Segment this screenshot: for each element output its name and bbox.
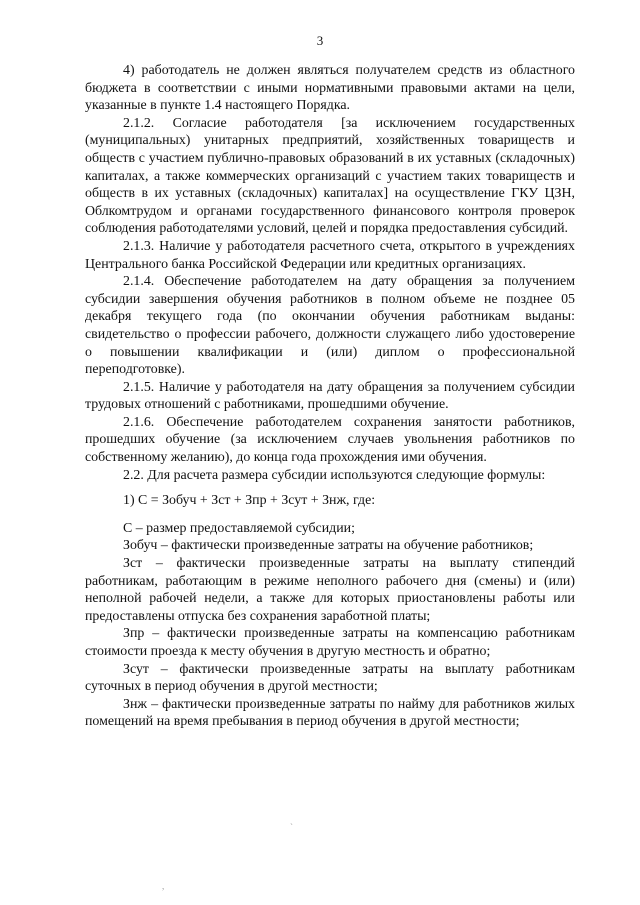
definition-znzh: Знж – фактически произведенные затраты по найму для работников жилых помещений на время пребывания в период обучения в другой местности;	[85, 696, 575, 730]
definition-zpr: Зпр – фактически произведенные затраты на компенсацию работникам стоимости проезда к месту обучения в другую местность и обратно;	[85, 626, 575, 659]
definition-c: С – размер предоставляемой субсидии;	[123, 520, 355, 536]
paragraph-2-2: 2.2. Для расчета размера субсидии используются следующие формулы:	[123, 467, 546, 483]
definition-zst: Зст – фактически произведенные затраты на выплату стипендий работникам, работающим в режиме неполного рабочего дня (смены) и (или) неполной рабочей недели, а также для которых приостановлены работы или предоставлены отпуска без сохранения заработной платы;	[85, 556, 575, 624]
scan-mark: ,	[162, 881, 165, 891]
paragraph-2-1-5: 2.1.5. Наличие у работодателя на дату обращения за получением субсидии трудовых отношений с работниками, прошедшими обучение.	[85, 379, 575, 413]
paragraph-2-1-2: 2.1.2. Согласие работодателя [за исключением государственных (муниципальных) унитарных предприятий, хозяйственных товариществ и обществ с участием публично-правовых образований в их уставных (складочных) капиталах, а также коммерческих организаций с участием таких товариществ и обществ в их уставных (складочных) капиталах] на осуществление ГКУ ЦЗН, Облкомтрудом и органами государственного финансового контроля проверок соблюдения работодателями условий, целей и порядка предоставления субсидий.	[85, 115, 575, 237]
definition-zobuch: Зобуч – фактически произведенные затраты на обучение работников;	[123, 538, 534, 554]
definition-zsut: Зсут – фактически произведенные затраты на выплату работникам суточных в период обучения в другой местности;	[85, 661, 575, 695]
document-body	[85, 62, 575, 731]
page-number: 3	[316, 33, 324, 48]
subsidy-formula: 1) С = Зобуч + Зст + Зпр + Зсут + Знж, где:	[123, 493, 376, 509]
paragraph-2-1-3: 2.1.3. Наличие у работодателя расчетного счета, открытого в учреждениях Центрального банка Российской Федерации или кредитных организациях.	[85, 238, 575, 272]
paragraph-2-1-4: 2.1.4. Обеспечение работодателем на дату обращения за получением субсидии завершения обучения работников в полном объеме не позднее 05 декабря текущего года (по окончании обучения работникам выданы: свидетельство о профессии рабочего, должности служащего либо удостоверение о повышении квалификации и (или) диплом о профессиональной переподготовке).	[85, 274, 575, 378]
paragraph-2-1-6: 2.1.6. Обеспечение работодателем сохранения занятости работников, прошедших обучение (за исключением случаев увольнения работников по собственному желанию), до конца года прохождения ими обучения.	[85, 414, 575, 466]
paragraph-4: 4) работодатель не должен являться получателем средств из областного бюджета в соответствии с иными нормативными правовыми актами на цели, указанные в пункте 1.4 настоящего Порядка.	[85, 63, 575, 114]
scan-mark: `	[290, 822, 293, 832]
